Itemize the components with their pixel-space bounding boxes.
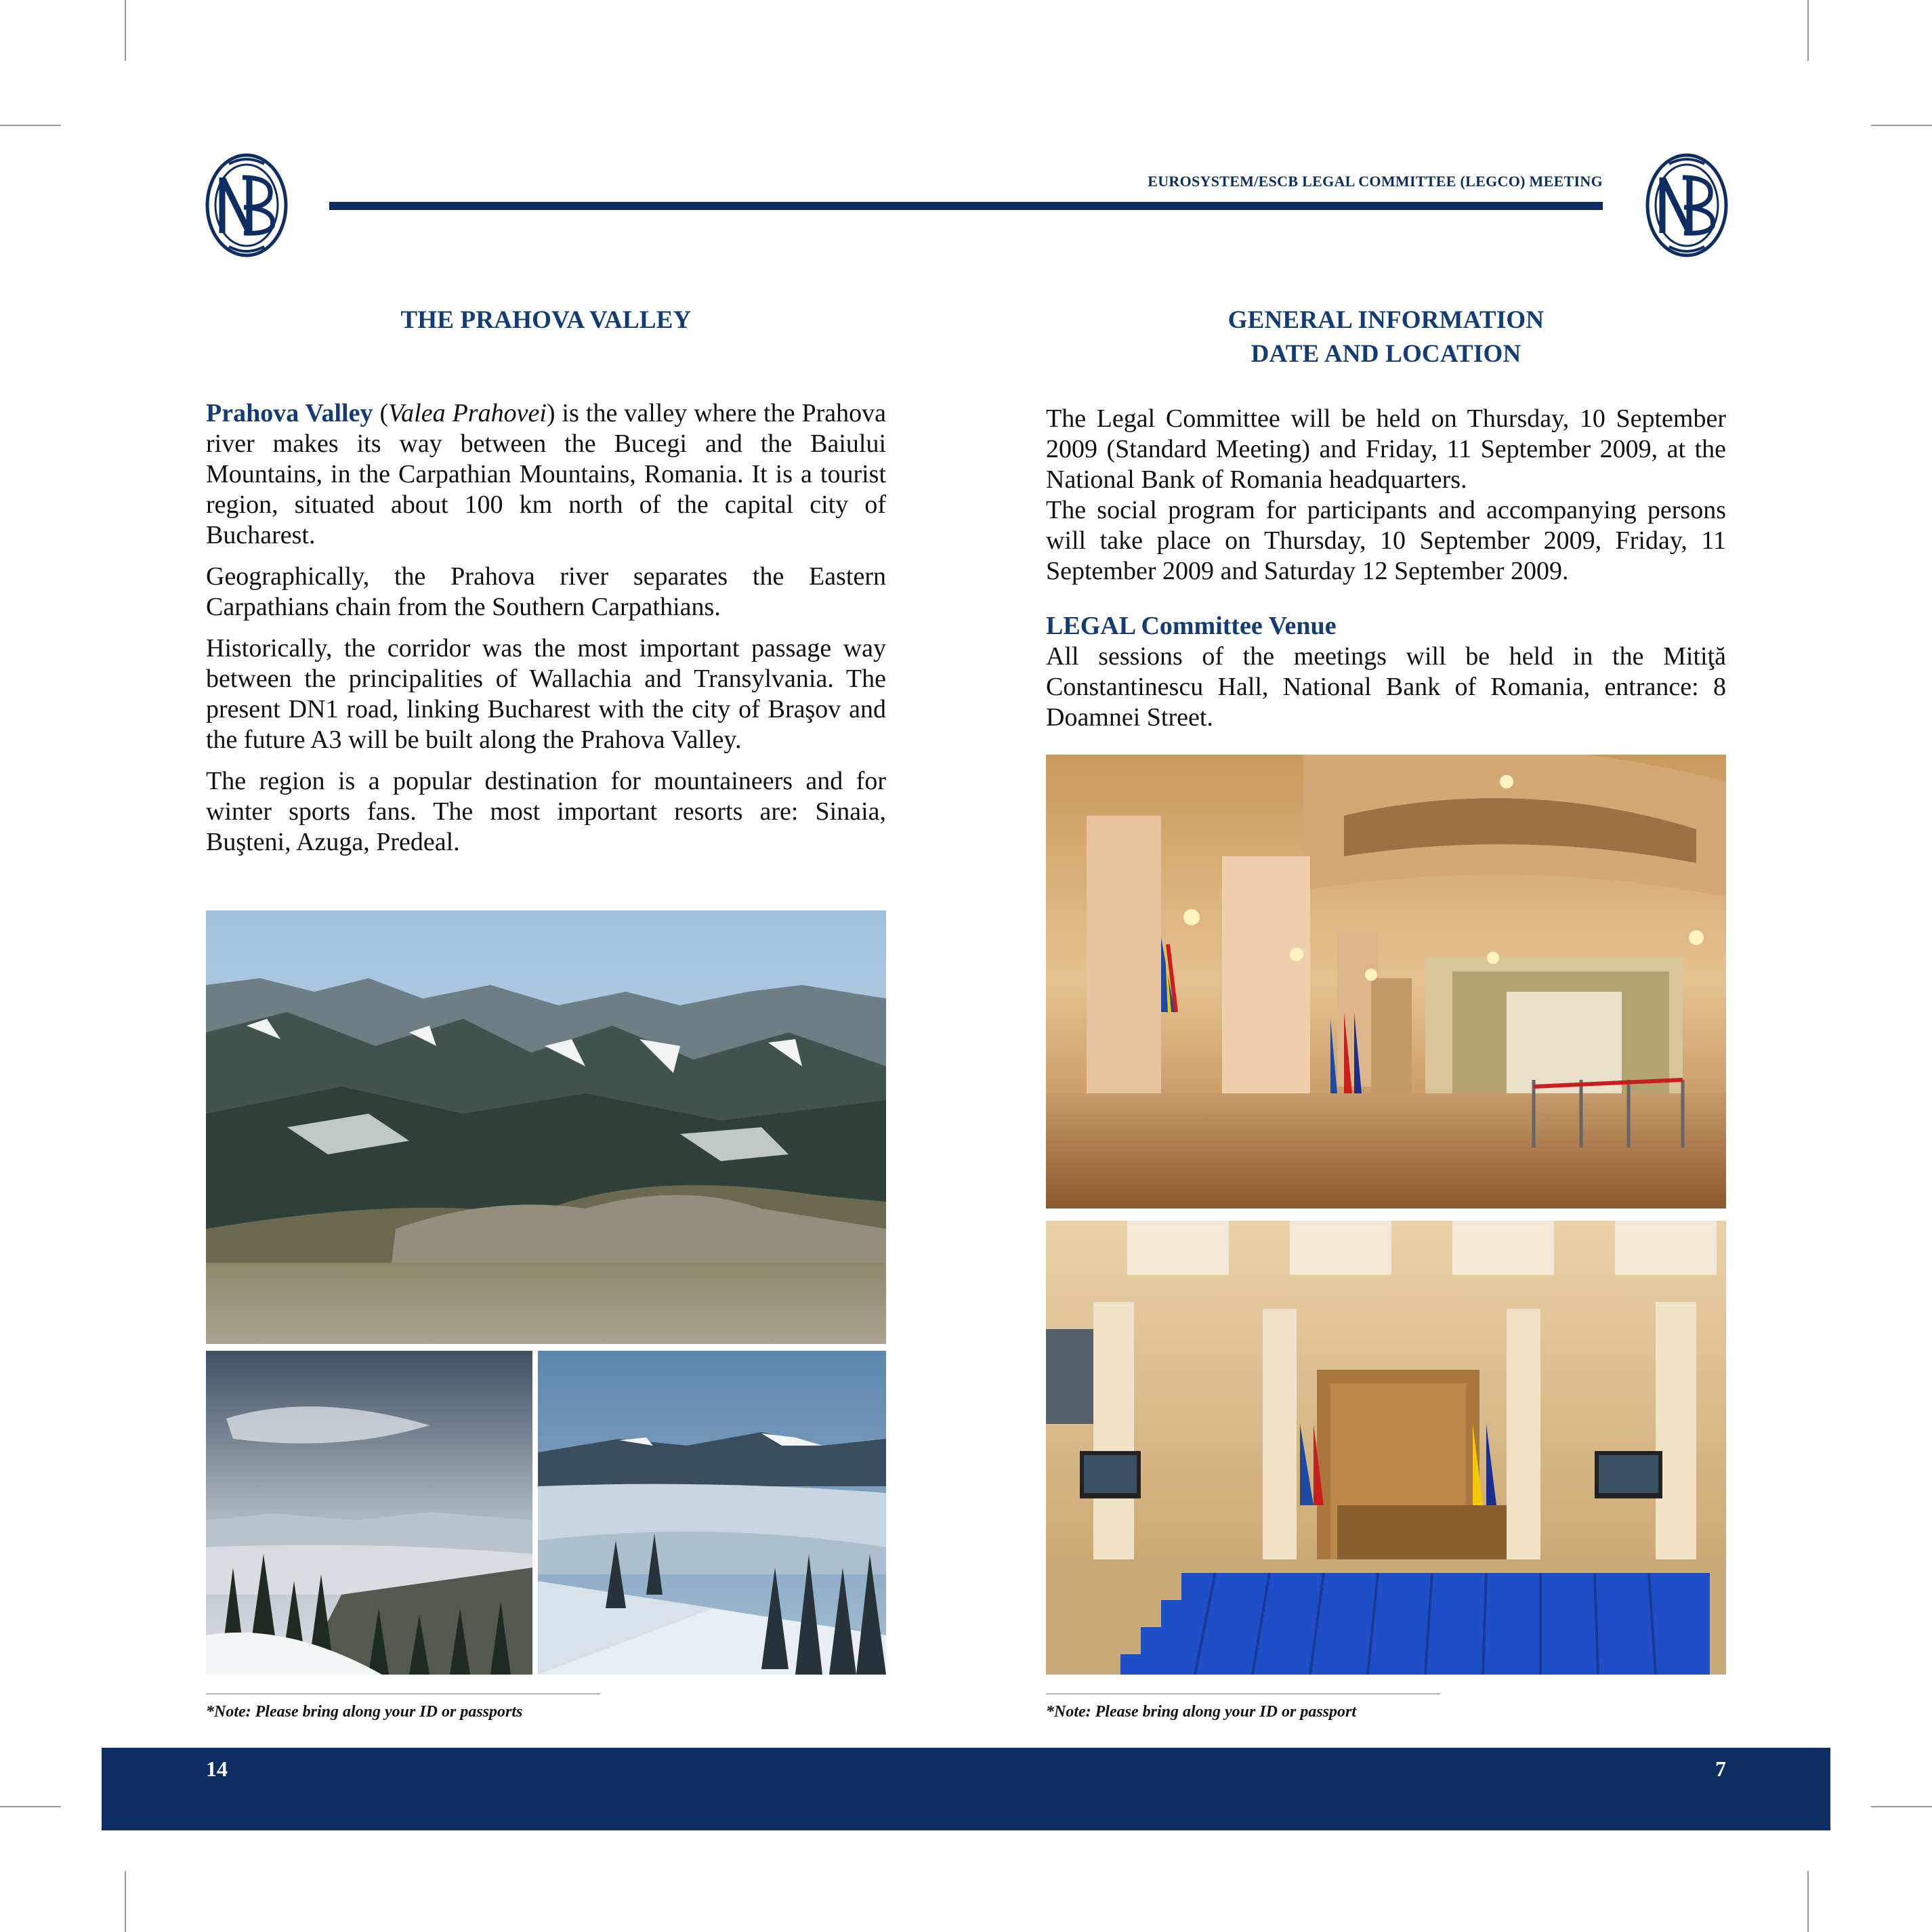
nbr-logo-left — [202, 150, 291, 260]
venue-text: All sessions of the meetings will be held in the Mitiţă Constantinescu Hall, National Bank of Romania, entrance: 8 Doamnei Street. — [1046, 642, 1726, 732]
winter-forest-photo — [206, 1351, 532, 1675]
left-page-number: 14 — [206, 1757, 228, 1781]
right-note: *Note: Please bring along your ID or passport — [1046, 1703, 1357, 1721]
paragraph-geography: Geographically, the Prahova river separates the Eastern Carpathians chain from the Southern Carpathians. — [206, 562, 886, 621]
right-title-line1: GENERAL INFORMATION — [1227, 306, 1545, 334]
mountain-panorama-photo — [206, 910, 886, 1344]
venue-heading: LEGAL Committee Venue — [1046, 612, 1337, 640]
crop-mark — [0, 1806, 61, 1807]
paragraph-social-program: The social program for participants and accompanying persons will take place on Thursday, 10 September 2009, Friday, 11 September 2009 and Saturday 12 September 2009. — [1046, 496, 1726, 585]
right-title-line2: DATE AND LOCATION — [1251, 340, 1521, 368]
right-page-title — [1046, 303, 1726, 371]
crop-mark — [125, 0, 126, 61]
crop-mark — [1871, 1806, 1932, 1807]
right-body-text — [1046, 404, 1726, 744]
footer-bar — [102, 1748, 1830, 1830]
paragraph-rest: ) is the valley where the Prahova river makes its way between the Bucegi and the Baiului Mountains, in the Carpathian Mountains, Romania. It is a tourist region, situated about 100 km north of the capital city of Bucharest. — [206, 399, 887, 549]
crop-mark — [1871, 125, 1932, 126]
paren: ( — [373, 399, 389, 427]
crop-mark — [1807, 1871, 1809, 1932]
italic-term: Valea Prahovei — [388, 399, 547, 427]
lead-term: Prahova Valley — [206, 399, 373, 427]
conference-room-photo — [1046, 1221, 1726, 1675]
paragraph-dates: The Legal Committee will be held on Thursday, 10 September 2009 (Standard Meeting) and Friday, 11 September 2009, at the National Bank of Romania headquarters. — [1046, 404, 1726, 494]
right-page-number: 7 — [1715, 1757, 1726, 1781]
header-rule — [329, 202, 1603, 210]
paragraph-prahova — [206, 398, 886, 551]
left-title-text: THE PRAHOVA VALLEY — [400, 306, 692, 334]
crop-mark — [125, 1871, 126, 1932]
header-title: EUROSYSTEM/ESCB LEGAL COMMITTEE (LEGCO) MEETING — [1148, 173, 1603, 190]
left-body-text — [206, 398, 886, 868]
nbr-logo-right — [1642, 150, 1731, 260]
left-note: *Note: Please bring along your ID or passports — [206, 1703, 523, 1721]
left-page-title — [206, 303, 886, 337]
paragraph-resorts: The region is a popular destination for mountaineers and for winter sports fans. The most important resorts are: Sinaia, Buşteni, Azuga, Predeal. — [206, 767, 886, 856]
crop-mark — [1807, 0, 1809, 61]
bank-hall-photo — [1046, 755, 1726, 1209]
crop-mark — [0, 125, 61, 126]
paragraph-history: Historically, the corridor was the most important passage way between the principalities of Wallachia and Transylvania. The present DN1 road, linking Bucharest with the city of Braşov and the future A3 will be built along the Prahova Valley. — [206, 634, 886, 754]
winter-valley-photo — [538, 1351, 886, 1675]
